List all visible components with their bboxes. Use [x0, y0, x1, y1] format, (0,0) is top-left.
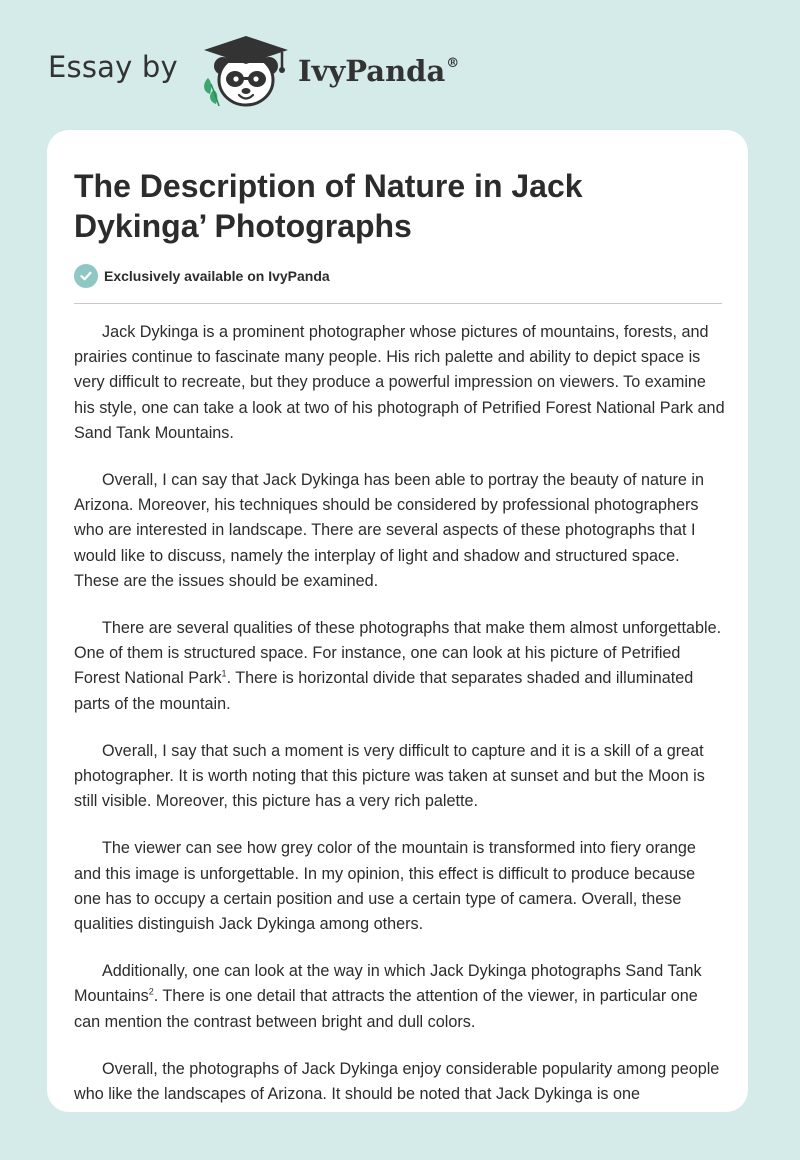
panda-graduate-icon[interactable] — [200, 32, 292, 110]
footnote-ref-2[interactable]: 2 — [148, 987, 154, 998]
paragraph-6 — [74, 959, 726, 1035]
paragraph-3-text-start: There are several qualities of these photographs that make them almost unforgettable. One of them is structured space. For instance, one can look at his picture of Petrified Forest National Park — [74, 619, 722, 688]
divider — [74, 303, 722, 304]
check-circle-icon — [74, 264, 98, 288]
footnote-ref-1[interactable]: 1 — [221, 669, 227, 680]
site-header — [0, 0, 800, 130]
paragraph-2: Overall, I can say that Jack Dykinga has been able to portray the beauty of nature in Arizona. Moreover, his techniques should be considered by professional photographers who are interested in landscape. There are several aspects of these photographs that I would like to discuss, namely the interplay of light and shadow and structured space. These are the issues should be examined. — [74, 471, 704, 590]
essay-by-label: Essay by — [48, 50, 178, 84]
essay-body — [74, 320, 726, 1112]
brand-name[interactable] — [298, 54, 459, 88]
paragraph-6-text-start: Additionally, one can look at the way in which Jack Dykinga photographs Sand Tank Mountains — [74, 962, 702, 1006]
paragraph-7: Overall, the photographs of Jack Dykinga enjoy considerable popularity among people who like the landscapes of Arizona. It should be noted that Jack Dykinga is one — [74, 1059, 720, 1104]
registered-mark: ® — [446, 56, 460, 71]
paragraph-4: Overall, I say that such a moment is very difficult to capture and it is a skill of a great photographer. It is worth noting that this picture was taken at sunset and but the Moon is still visible. Moreover, this picture has a very rich palette. — [74, 741, 705, 811]
paragraph-3-text-end: . There is horizontal divide that separates shaded and illuminated parts of the mountain. — [74, 669, 694, 713]
essay-title: The Description of Nature in Jack Dykinga’ Photographs — [74, 168, 583, 244]
paragraph-3 — [74, 616, 726, 717]
brand-text: IvyPanda — [298, 54, 446, 88]
paragraph-6-text-end: . There is one detail that attracts the attention of the viewer, in particular one can mention the contrast between bright and dull colors. — [74, 987, 698, 1031]
essay-card — [47, 130, 748, 1112]
exclusive-badge — [74, 264, 330, 288]
paragraph-1: Jack Dykinga is a prominent photographer whose pictures of mountains, forests, and prairies continue to fascinate many people. His rich palette and ability to depict space is very difficult to recreate, but they produce a powerful impression on viewers. To examine his style, one can take a look at two of his photograph of Petrified Forest National Park and Sand Tank Mountains. — [74, 323, 725, 442]
paragraph-5: The viewer can see how grey color of the mountain is transformed into fiery orange and this image is unforgettable. In my opinion, this effect is difficult to produce because one has to occupy a certain position and use a certain type of camera. Overall, these qualities distinguish Jack Dykinga among others. — [74, 839, 696, 934]
exclusive-label: Exclusively available on IvyPanda — [104, 268, 330, 284]
